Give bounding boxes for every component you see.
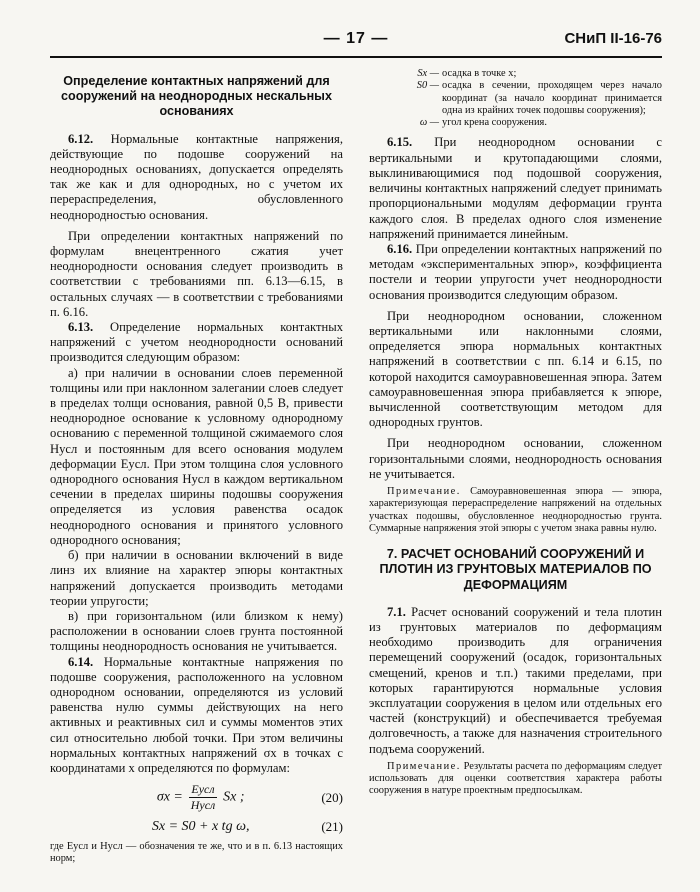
clause-text: Нормальные контактные напряжения, действующие по подошве сооружений на неоднородных основаниях, допускается определять так же как и для однородных, но с учетом их перераспределения, обусловленного неоднородностью основания. bbox=[50, 131, 343, 222]
paragraph-6-12 bbox=[50, 132, 343, 223]
paragraph-6-13-item-a: а) при наличии в основании слоев переменной толщины или при наклонном залегании слоев следует в пределах толщи основания, равной 0,5 B, привести неоднородное основание к условному однородному основанию с переменной толщиной сжимаемого слоя Hусл и постоянным для всего основания модулем деформации Eусл. При этом толщина слоя условного однородного основания Hусл в каждом вертикальном сечении в пределах ширины подошвы сооружения определяется из условия равенства осадок неоднородного основания и принятого условного однородного основания; bbox=[50, 365, 343, 547]
paragraph-6-14 bbox=[50, 655, 343, 777]
clause-text: При неоднородном основании с вертикальными и крутопадающими слоями, выклинивающимися под подошвой сооружения, величины контактных напряжений следует принимать пропорциональными модулям деформации грунта каждого слоя. В пределах одного слоя изменение напряжений принимается линейным. bbox=[369, 135, 662, 241]
clause-number: 6.16. bbox=[387, 241, 413, 256]
paragraph-6-12-continued: При определении контактных напряжений по формулам внецентренного сжатия учет неоднородности основания следует производить в соответствии с требованиями пп. 6.13—6.15, в остальных случаях — в соответствии с требованиями п. 6.16. bbox=[50, 228, 343, 319]
clause-text: Расчет оснований сооружений и тела плотин из грунтовых материалов по деформациям необходимо производить для ограничения перемещений сооружений (осадок, горизонтальных смещений, кренов и т.п.) такими пределами, при которых гарантируются нормальные условия эксплуатации сооружения в целом или отдельных его частей (конструкций) и обеспечивается требуемая долговечность, а также для назначения строительного подъема сооружений. bbox=[369, 604, 662, 756]
paragraph-6-15 bbox=[369, 135, 662, 241]
note-self-balanced-diagram bbox=[369, 486, 662, 535]
definition-text: угол крена сооружения. bbox=[442, 117, 547, 129]
equation-20-rhs: Sx ; bbox=[223, 789, 245, 805]
standard-code: СНиП II-16-76 bbox=[564, 30, 662, 47]
equation-20-fraction bbox=[189, 782, 216, 813]
definition-text: осадка в сечении, проходящем через начало координат (за начало координат принимается одна из крайних точек подошвы сооружения); bbox=[442, 80, 662, 116]
definition-row bbox=[369, 117, 662, 129]
clause-number: 6.14. bbox=[68, 654, 94, 669]
equation-20-lhs: σx = bbox=[156, 789, 183, 805]
definition-symbol: ω — bbox=[419, 117, 439, 129]
symbol-definitions bbox=[369, 68, 662, 129]
definition-symbol: S0 — bbox=[416, 80, 439, 92]
definition-symbol: Sx — bbox=[417, 68, 439, 79]
equation-20-numerator: Eусл bbox=[191, 782, 215, 797]
left-column bbox=[50, 68, 343, 866]
page-number: — 17 — bbox=[323, 30, 389, 47]
equation-20-number: (20) bbox=[321, 789, 343, 805]
section-heading-7: 7. РАСЧЕТ ОСНОВАНИЙ СООРУЖЕНИЙ И ПЛОТИН ИЗ ГРУНТОВЫХ МАТЕРИАЛОВ ПО ДЕФОРМАЦИЯМ bbox=[379, 547, 652, 592]
paragraph-6-13 bbox=[50, 320, 343, 366]
note-label: Примечание. bbox=[387, 485, 461, 497]
note-text: Самоуравновешенная эпюра — эпюра, характеризующая перераспределение напряжений на отдельных участках подошвы, обусловленное неоднородностью грунта. Суммарные напряжения этой эпюры с учетом знака равны нулю. bbox=[369, 485, 662, 534]
header-rule bbox=[50, 56, 662, 58]
section-heading-contact-stresses: Определение контактных напряжений для сооружений на неоднородных нескальных основаниях bbox=[61, 74, 332, 119]
equation-20-denominator: Hусл bbox=[190, 798, 216, 813]
equation-where-clause: где Eусл и Hусл — обозначения те же, что и в п. 6.13 настоящих норм; bbox=[50, 841, 343, 865]
paragraph-6-13-item-c: в) при горизонтальном (или близком к нему) расположении в основании слоев грунта постоянной толщины неоднородность основания не учитывается. bbox=[50, 608, 343, 654]
clause-number: 6.12. bbox=[68, 131, 94, 146]
equation-21-body: Sx = S0 + x tg ω, bbox=[151, 819, 250, 835]
equation-20 bbox=[50, 782, 343, 813]
paragraph-6-13-item-b: б) при наличии в основании включений в виде линз их влияние на характер эпюры контактных напряжений допускается производить методами теории упругости; bbox=[50, 548, 343, 608]
definition-text: осадка в точке x; bbox=[442, 68, 517, 79]
paragraph-6-16 bbox=[369, 242, 662, 303]
running-header bbox=[50, 30, 662, 52]
definition-row bbox=[369, 80, 662, 117]
equation-20-body bbox=[50, 782, 321, 813]
paragraph-6-16-continued: При неоднородном основании, сложенном вертикальными или наклонными слоями, определяется эпюра нормальных контактных напряжений в соответствии с пп. 6.14 и 6.15, по которой находится самоуравновешенная эпюра. Затем самоуравновешенная эпюра прибавляется к эпюре, вычисленной соответствующим методом для однородных грунтов. bbox=[369, 308, 662, 430]
definition-row bbox=[369, 68, 662, 80]
clause-number: 7.1. bbox=[387, 604, 406, 619]
clause-text: Нормальные контактные напряжения по подошве сооружения, расположенного на условном однородном основании, определяются из условий равенства нулю суммы действующих на него активных и реактивных сил и суммы моментов этих сил относительно любой точки. При этом величины нормальных контактных напряжений σx в точках с координатами x определяются по формулам: bbox=[50, 654, 343, 775]
equation-21 bbox=[50, 819, 343, 835]
clause-text: Определение нормальных контактных напряжений с учетом неоднородности оснований производится следующим образом: bbox=[50, 320, 343, 365]
note-deformation-results bbox=[369, 761, 662, 798]
equation-21-number: (21) bbox=[321, 819, 343, 835]
right-column bbox=[369, 68, 662, 866]
paragraph-7-1 bbox=[369, 605, 662, 757]
text-columns bbox=[50, 68, 662, 866]
clause-number: 6.13. bbox=[68, 320, 94, 335]
paragraph-6-16-horizontal: При неоднородном основании, сложенном горизонтальными слоями, неоднородность основания не учитывается. bbox=[369, 436, 662, 481]
clause-text: При определении контактных напряжений по методам «экспериментальных эпюр», коэффициента постели и теории упругости учет неоднородности основания производится следующим образом. bbox=[369, 241, 662, 302]
clause-number: 6.15. bbox=[387, 135, 413, 150]
note-text: Результаты расчета по деформациям следует использовать для оценки соответствия характера работы сооружения в натуре проектным предпосылкам. bbox=[369, 760, 662, 797]
note-label: Примечание. bbox=[387, 760, 461, 772]
